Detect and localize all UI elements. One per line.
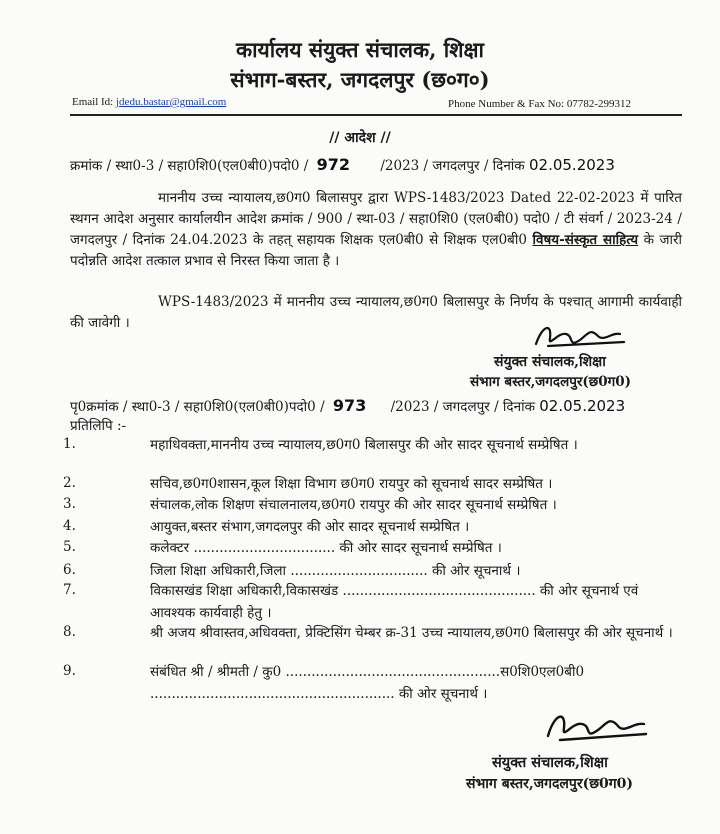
para1-text-a: माननीय उच्च न्यायालय,छ0ग0 बिलासपुर द्वारा WPS-1483/2023 Dated 22-02-2023 में पारित स्थगन आदेश अनुसार कार्यालयीन आदेश क्रमांक / 900 / स्था-03 / सहा0शि0 (एल0बी0) पदो0 / टी संवर्ग / 2023-24 / जगदलपुर / दिनांक 24.04.2023 के तहत् सहायक शिक्षक एल0बी0 से शिक्षक एल0बी0 — [70, 190, 682, 248]
copy-item-5-text: कलेक्टर ................................. की ओर सादर सूचनार्थ सम्प्रेषित । — [150, 540, 502, 556]
copy-item-9-number: 9. — [63, 663, 76, 679]
order-reference — [70, 155, 615, 174]
signature-1-designation: संयुक्त संचालक,शिक्षा — [494, 354, 606, 370]
copy-item-2-text: सचिव,छ0ग0शासन,कूल शिक्षा विभाग छ0ग0 रायपुर को सूचनार्थ सादर सम्प्रेषित । — [150, 476, 553, 492]
copy-reference — [70, 396, 625, 415]
copy-ref-number: 973 — [332, 396, 367, 415]
order-title: // आदेश // — [329, 130, 391, 146]
order-ref-prefix: क्रमांक / स्था0-3 / सहा0शि0(एल0बी0)पदो0 / — [70, 158, 309, 174]
copy-item-8-text: श्री अजय श्रीवास्तव,अधिवक्ता, प्रेक्टिसिंग चेम्बर क्र-31 उच्च न्यायालय,छ0ग0 बिलासपुर की ओर सूचनार्थ । — [150, 625, 673, 641]
header-divider — [70, 114, 682, 116]
copy-ref-date: 02.05.2023 — [539, 397, 626, 415]
copy-item-4-number: 4. — [63, 518, 76, 534]
copy-item-6-text: जिला शिक्षा अधिकारी,जिला ................................ की ओर सूचनार्थ । — [150, 563, 521, 579]
copy-item-3-number: 3. — [63, 496, 76, 512]
para1-text-b: के जारी पदोन्नति आदेश तत्काल प्रभाव से निरस्त किया जाता है । — [70, 232, 682, 269]
signature-2-place: संभाग बस्तर,जगदलपुर(छ0ग0) — [466, 776, 634, 792]
office-subtitle: संभाग-बस्तर, जगदलपुर (छ०ग०) — [230, 67, 490, 92]
office-title: कार्यालय संयुक्त संचालक, शिक्षा — [235, 37, 484, 62]
copy-label: प्रतिलिपि :- — [70, 418, 127, 434]
copy-ref-prefix: पृ0क्रमांक / स्था0-3 / सहा0शि0(एल0बी0)पदो0 / — [70, 399, 325, 415]
phone-fax: Phone Number & Fax No: 07782-299312 — [448, 98, 632, 110]
order-paragraph-1 — [70, 188, 682, 272]
copy-item-4-text: आयुक्त,बस्तर संभाग,जगदलपुर की ओर सादर सूचनार्थ सम्प्रेषित । — [150, 519, 470, 535]
para1-subject: विषय-संस्कृत साहित्य — [532, 232, 639, 248]
copy-item-1-text: महाधिवक्ता,माननीय उच्च न्यायालय,छ0ग0 बिलासपुर की ओर सादर सूचनार्थ सम्प्रेषित । — [150, 437, 578, 453]
order-ref-suffix: /2023 / जगदलपुर / दिनांक — [380, 158, 525, 174]
signature-2-designation: संयुक्त संचालक,शिक्षा — [492, 754, 608, 771]
order-ref-date: 02.05.2023 — [528, 156, 615, 174]
copy-ref-suffix: /2023 / जगदलपुर / दिनांक — [390, 399, 535, 415]
copy-item-3-text: संचालक,लोक शिक्षण संचालनालय,छ0ग0 रायपुर की ओर सादर सूचनार्थ सम्प्रेषित । — [150, 497, 557, 513]
signature-1-scribble — [528, 318, 638, 354]
copy-item-7-number: 7. — [63, 582, 76, 598]
copy-item-1-number: 1. — [63, 436, 76, 452]
copy-item-6-number: 6. — [63, 562, 76, 578]
copy-item-9-text: संबंधित श्री / श्रीमती / कु0 ..................................................स0शि0एल0बी0 ......................................................... की ओर सूचनार्थ । — [150, 664, 585, 702]
copy-item-8-number: 8. — [63, 624, 76, 640]
order-ref-number: 972 — [316, 155, 351, 174]
signature-1-place: संभाग बस्तर,जगदलपुर(छ0ग0) — [470, 374, 632, 390]
email-link[interactable]: jdedu.bastar@gmail.com — [116, 96, 227, 108]
email-label: Email Id: — [72, 96, 114, 108]
order-paragraph-2: WPS-1483/2023 में माननीय उच्च न्यायालय,छ0ग0 बिलासपुर के निर्णय के पश्चात् आगामी कार्यवाही की जावेगी । — [70, 294, 682, 331]
copy-item-2-number: 2. — [63, 475, 76, 491]
copy-item-7-text: विकासखंड शिक्षा अधिकारी,विकासखंड ............................................. की ओर सूचनार्थ एवं आवश्यक कार्यवाही हेतु । — [150, 583, 639, 621]
signature-2-scribble — [538, 706, 658, 748]
copy-item-5-number: 5. — [63, 539, 76, 555]
email-line — [72, 96, 226, 108]
